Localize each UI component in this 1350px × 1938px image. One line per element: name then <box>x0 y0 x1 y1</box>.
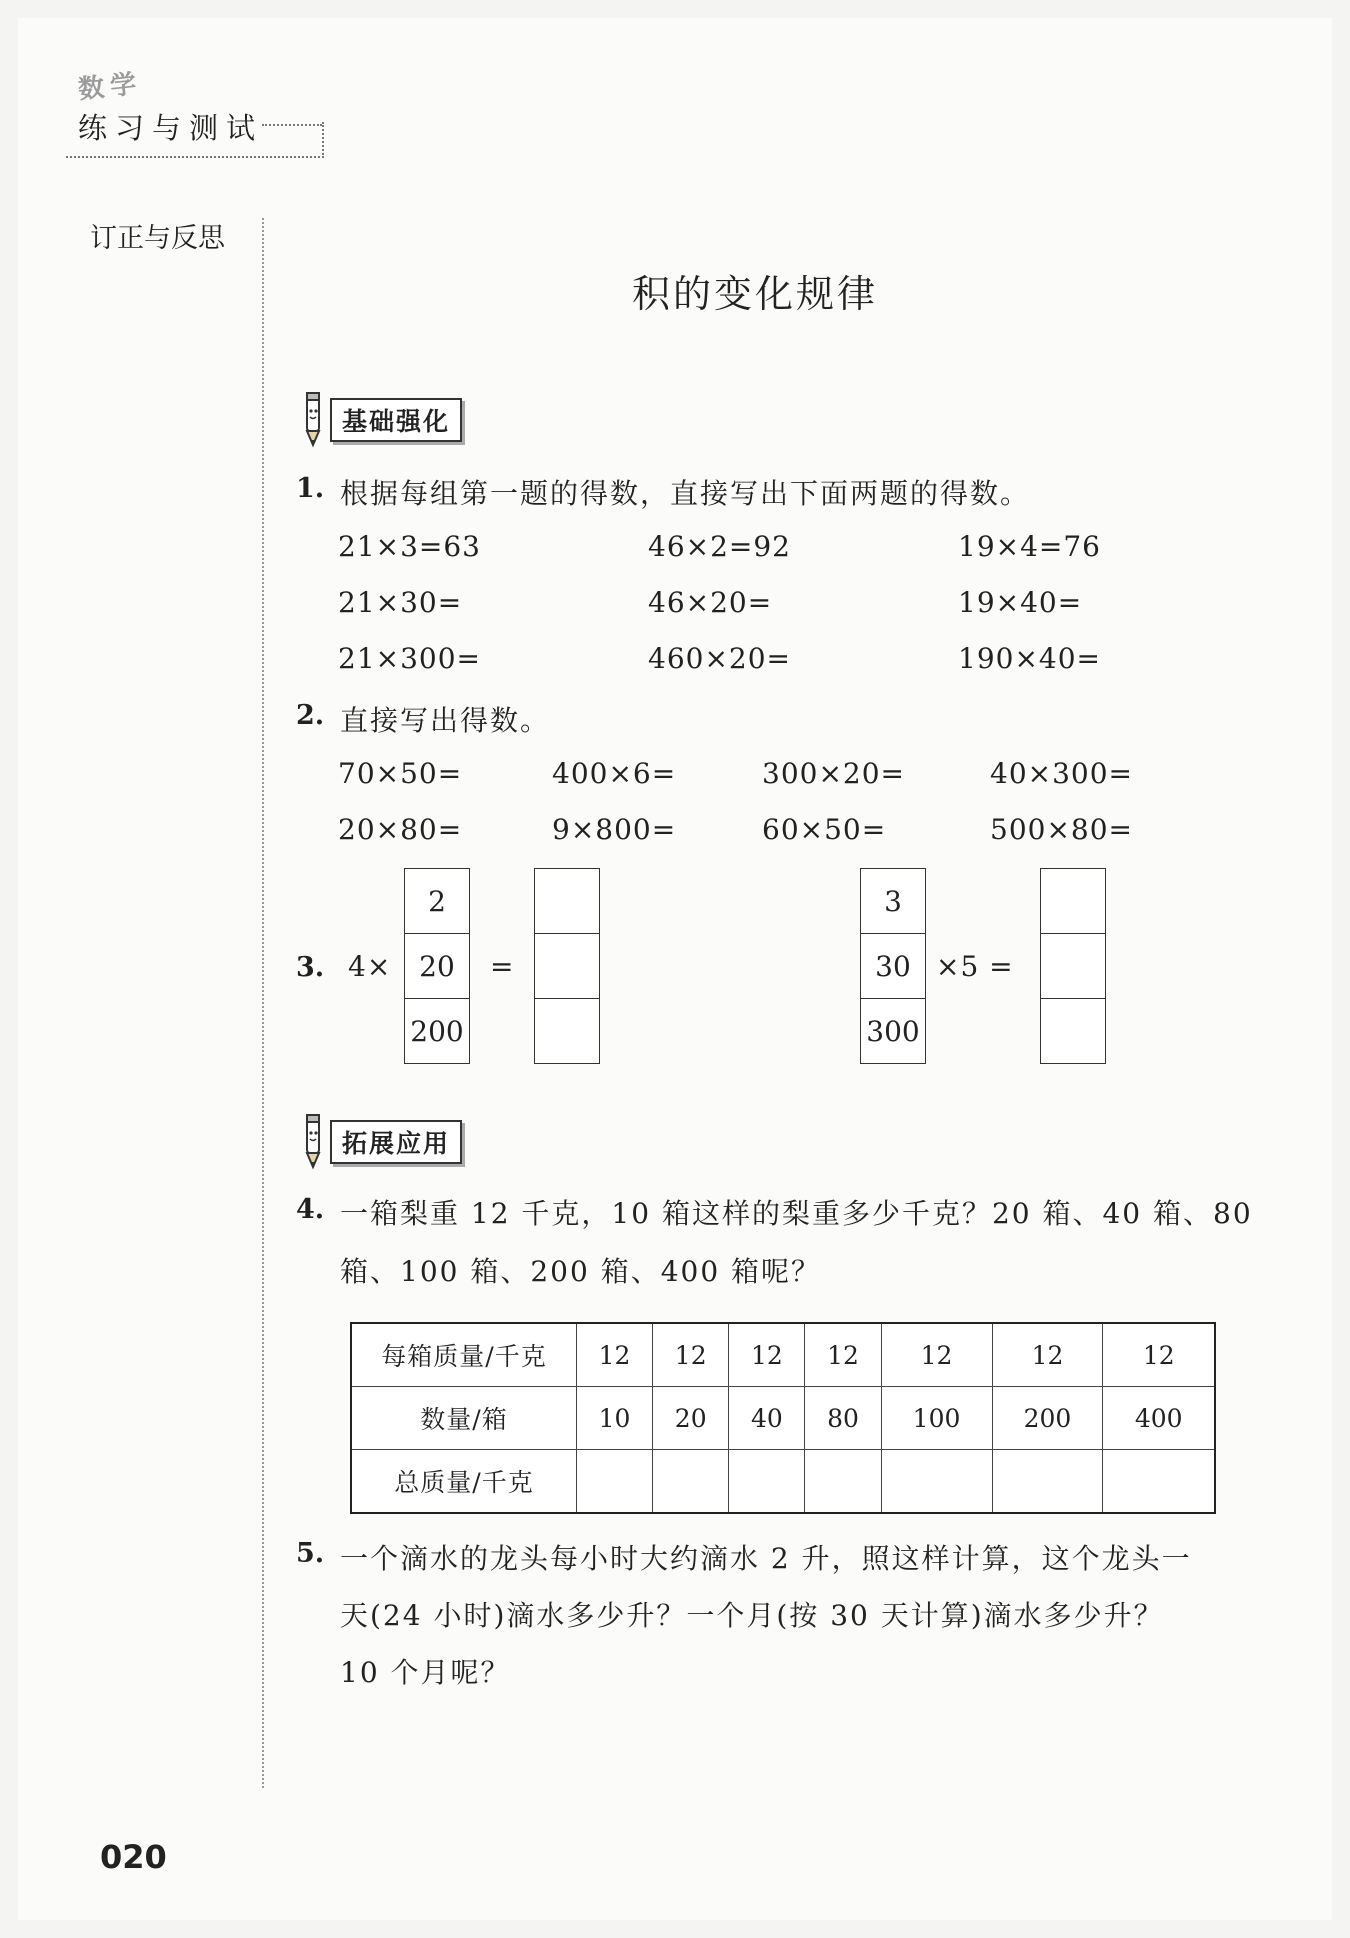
q2-number: 2. <box>296 700 325 731</box>
q4-table <box>350 1322 1216 1514</box>
q1-expr: 460×20= <box>648 642 791 675</box>
q1-expr: 19×4=76 <box>958 530 1101 563</box>
pencil-icon <box>298 389 328 451</box>
header-frame <box>66 122 324 158</box>
section-extend <box>298 1122 462 1162</box>
section-basic-label: 基础强化 <box>330 398 462 442</box>
q3-left-column <box>404 868 470 1064</box>
answer-cell[interactable] <box>1103 1450 1215 1514</box>
q5-line2: 天(24 小时)滴水多少升？一个月(按 30 天计算)滴水多少升？ <box>340 1599 1164 1632</box>
q1-expr: 190×40= <box>958 642 1101 675</box>
q2-expr: 300×20= <box>762 757 905 790</box>
row-header: 每箱质量/千克 <box>351 1323 577 1387</box>
table-row <box>351 1323 1215 1387</box>
margin-divider <box>262 218 264 1788</box>
q3-right-suffix: ×5 = <box>936 950 1014 983</box>
q1-text: 根据每组第一题的得数，直接写出下面两题的得数。 <box>340 477 1031 510</box>
q1-expr: 19×40= <box>958 586 1083 619</box>
page-title: 积的变化规律 <box>631 272 878 316</box>
margin-label: 订正与反思 <box>90 223 225 254</box>
q3-right-value: 30 <box>861 934 925 999</box>
q4-number: 4. <box>296 1194 325 1225</box>
q2-expr: 60×50= <box>762 813 887 846</box>
q2-expr: 20×80= <box>338 813 463 846</box>
table-cell: 100 <box>881 1387 992 1450</box>
answer-cell[interactable] <box>653 1450 729 1514</box>
q3-answer-box[interactable] <box>535 869 599 934</box>
table-cell: 12 <box>1103 1323 1215 1387</box>
q1-expr: 46×2=92 <box>648 530 791 563</box>
table-cell: 12 <box>805 1323 881 1387</box>
q2-expr: 40×300= <box>990 757 1133 790</box>
table-cell: 12 <box>729 1323 805 1387</box>
table-cell: 20 <box>653 1387 729 1450</box>
q2-expr: 9×800= <box>552 813 677 846</box>
row-header: 总质量/千克 <box>351 1450 577 1514</box>
q1-expr: 21×300= <box>338 642 481 675</box>
section-basic <box>298 400 462 440</box>
table-cell: 12 <box>881 1323 992 1387</box>
row-header: 数量/箱 <box>351 1387 577 1450</box>
answer-cell[interactable] <box>729 1450 805 1514</box>
q3-answer-box[interactable] <box>1041 869 1105 934</box>
q5-number: 5. <box>296 1538 325 1569</box>
pencil-icon <box>298 1111 328 1173</box>
table-row <box>351 1450 1215 1514</box>
q4-line2: 箱、100 箱、200 箱、400 箱呢？ <box>340 1255 822 1288</box>
answer-cell[interactable] <box>992 1450 1103 1514</box>
q3-right-value: 3 <box>861 869 925 934</box>
table-cell: 12 <box>992 1323 1103 1387</box>
q3-left-equals: = <box>490 950 515 983</box>
q3-answer-box[interactable] <box>535 999 599 1063</box>
q3-right-answer-column <box>1040 868 1106 1064</box>
q5-line3: 10 个月呢？ <box>340 1656 511 1689</box>
header-frame-top <box>262 124 322 126</box>
q3-left-value: 2 <box>405 869 469 934</box>
q3-right-value: 300 <box>866 1014 920 1048</box>
page-number: 020 <box>100 1838 167 1876</box>
table-cell: 200 <box>992 1387 1103 1450</box>
table-cell: 12 <box>653 1323 729 1387</box>
q3-number: 3. <box>296 952 325 983</box>
q2-text: 直接写出得数。 <box>340 704 551 737</box>
table-cell: 12 <box>577 1323 653 1387</box>
answer-cell[interactable] <box>577 1450 653 1514</box>
q2-expr: 70×50= <box>338 757 463 790</box>
q3-answer-box[interactable] <box>1041 934 1105 999</box>
q4-line1: 一箱梨重 12 千克，10 箱这样的梨重多少千克？20 箱、40 箱、80 <box>340 1197 1253 1230</box>
q2-expr: 500×80= <box>990 813 1133 846</box>
q3-answer-box[interactable] <box>1041 999 1105 1063</box>
subject-label: 数学 <box>76 68 144 106</box>
table-cell: 40 <box>729 1387 805 1450</box>
answer-cell[interactable] <box>881 1450 992 1514</box>
q1-expr: 21×30= <box>338 586 463 619</box>
q1-expr: 46×20= <box>648 586 773 619</box>
section-extend-label: 拓展应用 <box>330 1120 462 1164</box>
q3-left-value: 200 <box>410 1014 464 1048</box>
q1-number: 1. <box>296 473 325 504</box>
answer-cell[interactable] <box>805 1450 881 1514</box>
table-cell: 400 <box>1103 1387 1215 1450</box>
table-cell: 10 <box>577 1387 653 1450</box>
q5-line1: 一个滴水的龙头每小时大约滴水 2 升，照这样计算，这个龙头一 <box>340 1542 1192 1575</box>
q1-expr: 21×3=63 <box>338 530 481 563</box>
q3-left-answer-column <box>534 868 600 1064</box>
q3-answer-box[interactable] <box>535 934 599 999</box>
q3-right-column <box>860 868 926 1064</box>
series-title: 练习与测试 <box>78 111 264 145</box>
q2-expr: 400×6= <box>552 757 677 790</box>
table-row <box>351 1387 1215 1450</box>
q3-left-prefix: 4× <box>348 950 392 983</box>
table-cell: 80 <box>805 1387 881 1450</box>
q3-left-value: 20 <box>405 934 469 999</box>
